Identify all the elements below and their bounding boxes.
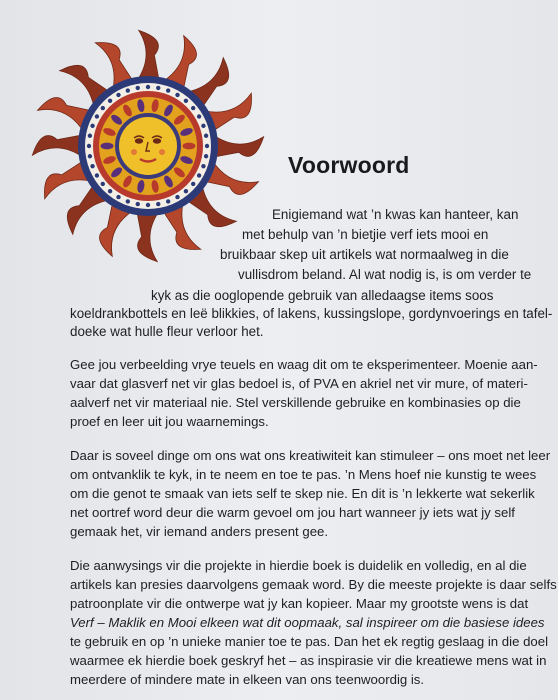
ring-dot: [156, 202, 160, 206]
ring-dot: [101, 106, 105, 110]
ring-dot: [108, 99, 112, 103]
ring-dot: [95, 173, 99, 177]
ring-dot: [126, 199, 130, 203]
text-line: proef en leer uit jou waarnemings.: [70, 414, 269, 429]
text-line: vaar dat glasverf net vir glas bedoel is, of PVA en akriel net vir mure, of materi-: [70, 376, 528, 391]
sun-illustration: [30, 26, 270, 266]
ring-dot: [191, 106, 195, 110]
ring-dot: [156, 86, 160, 90]
ring-dot: [146, 85, 150, 89]
ring-dot: [146, 203, 150, 207]
ring-dot: [184, 99, 188, 103]
text-line: artikels kan presies daarvolgens gemaak word. By die meeste projekte is daar selfs: [70, 577, 557, 592]
text-line: doeke wat hulle fleur verloor het.: [70, 324, 264, 339]
ring-dot: [88, 134, 92, 138]
sun-petal: [183, 143, 196, 150]
text-line: aalverf net vir materiaal nie. Stel verskillende gebruike en kombinasies op die: [70, 395, 521, 410]
ring-dot: [166, 88, 170, 92]
sun-petal: [101, 143, 114, 150]
text-line: net oortref word deur die warm gevoel om jou hart wanneer jy iets wat jy self: [70, 505, 515, 520]
text-line: bruikbaar skep uit artikels wat normaalweg in die: [220, 247, 509, 262]
sun-ray: [137, 211, 159, 262]
text-line: met behulp van ’n bietjie verf iets mooi en: [242, 227, 489, 242]
ring-dot: [175, 93, 179, 97]
ring-dot: [87, 144, 91, 148]
ring-dot: [191, 182, 195, 186]
text-line: om die genot te smaak van iets self te skep nie. En dit is ’n lekkerte wat sekerlik: [70, 486, 535, 501]
text-line: koeldrankbottels en leë blikkies, of lakens, kussingslope, gordynvoerings en tafel-: [70, 306, 553, 321]
text-line: kyk as die ooglopende gebruik van alledaagse items soos: [151, 288, 494, 303]
text-line: Enigiemand wat ’n kwas kan hanteer, kan: [272, 207, 519, 222]
ring-dot: [108, 189, 112, 193]
ring-dot: [136, 86, 140, 90]
sun-ray: [32, 135, 83, 157]
ring-dot: [201, 164, 205, 168]
ring-dot: [90, 164, 94, 168]
sun-ray: [213, 135, 264, 157]
ring-dot: [205, 144, 209, 148]
text-line: patroonplate vir die ontwerpe wat jy kan kopieer. Maar my grootste wens is dat: [70, 596, 529, 611]
text-line: waarmee ek hierdie boek geskryf het – as inspirasie vir die kreatiewe mens wat in: [70, 653, 547, 668]
ring-dot: [175, 195, 179, 199]
ring-dot: [204, 154, 208, 158]
text-line: vullisdrom beland. Al wat nodig is, is om verder te: [238, 267, 532, 282]
sun-ray: [137, 30, 159, 81]
sun-face: [119, 117, 177, 175]
ring-dot: [184, 189, 188, 193]
text-line: Die aanwysings vir die projekte in hierdie boek is duidelik en volledig, en al die: [70, 558, 527, 573]
ring-dot: [95, 114, 99, 118]
ring-dot: [201, 124, 205, 128]
text-line: om ontvanklik te kyk, in te neem en toe te pas. ’n Mens hoef nie kunstig te wees: [70, 467, 537, 482]
page-title: Voorwoord: [288, 152, 410, 178]
ring-dot: [204, 134, 208, 138]
ring-dot: [197, 114, 201, 118]
ring-dot: [116, 93, 120, 97]
ring-dot: [197, 173, 201, 177]
ring-dot: [126, 88, 130, 92]
ring-dot: [136, 202, 140, 206]
text-line: meerdere of mindere mate in elkeen van ons teenwoordig is.: [70, 672, 425, 687]
text-line: Verf – Maklik en Mooi elkeen wat dit oopmaak, sal inspireer om die basiese idees: [70, 615, 545, 630]
text-line: Gee jou verbeelding vrye teuels en waag dit om te eksperimenteer. Moenie aan-: [70, 357, 538, 372]
ring-dot: [101, 182, 105, 186]
ring-dot: [116, 195, 120, 199]
ring-dot: [88, 154, 92, 158]
text-line: gemaak het, vir iemand anders present gee.: [70, 524, 329, 539]
ring-dot: [166, 199, 170, 203]
text-line: te gebruik en op ’n unieke manier toe te pas. Dan het ek regtig geslaag in die doel: [70, 634, 548, 649]
ring-dot: [90, 124, 94, 128]
text-line: Daar is soveel dinge om ons wat ons kreatiwiteit kan stimuleer – ons moet net leer: [70, 448, 551, 463]
